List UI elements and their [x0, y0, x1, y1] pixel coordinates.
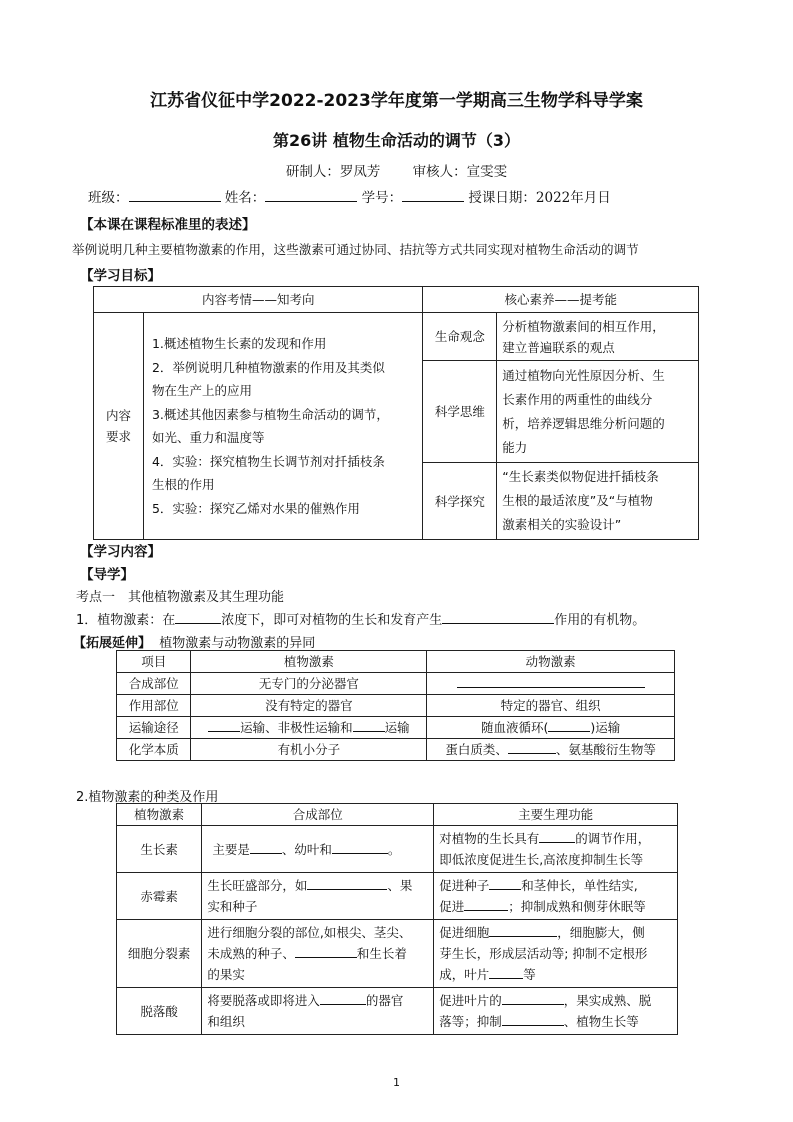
guide-heading: 【导学】	[80, 567, 134, 583]
authors-line	[0, 160, 793, 180]
plant-cell: 有机小分子	[191, 739, 427, 761]
cell-text: 、植物生长等	[563, 1014, 639, 1029]
q1-blank-2[interactable]	[442, 611, 554, 624]
extension-line	[73, 632, 315, 651]
cell-text: 进行细胞分裂的部位,如根尖、茎尖、	[207, 925, 412, 940]
animal-cell	[427, 673, 675, 695]
animal-site-blank[interactable]	[457, 675, 645, 688]
table-row	[117, 695, 675, 717]
cell-text: 实和种子	[207, 899, 258, 914]
table-row	[117, 920, 678, 988]
objectives-heading: 【学习目标】	[80, 268, 161, 284]
section-two-title: 2.植物激素的种类及作用	[76, 790, 219, 805]
objective-item: 物在生产上的应用	[151, 383, 252, 398]
hormone-table	[116, 803, 678, 1035]
cell-text: 和茎伸长，单性结实,	[521, 878, 638, 893]
compare-table	[116, 650, 675, 761]
literacy-line: 长素作用的两重性的曲线分	[502, 391, 653, 407]
name-blank[interactable]	[265, 188, 357, 202]
cell-text: 即低浓度促进生长,高浓度抑制生长等	[439, 852, 644, 867]
literacy-desc	[497, 463, 699, 540]
literacy-line: 生根的最适浓度”及“与植物	[502, 493, 653, 508]
cell-text: 对植物的生长具有	[439, 831, 540, 846]
gibberellin-site	[202, 873, 434, 920]
hormone-header: 合成部位	[202, 804, 434, 826]
literacy-line: “生长素类似物促进扦插枝条	[502, 469, 659, 484]
literacy-line: 建立普遍联系的观点	[502, 339, 615, 355]
table-row	[117, 826, 678, 873]
extension-text: 植物激素与动物激素的异同	[159, 636, 316, 651]
literacy-name: 生命观念	[423, 313, 497, 361]
cell-text: 落等；抑制	[439, 1014, 502, 1029]
cell-text: 促进细胞	[439, 925, 490, 940]
cell-text: 等	[523, 967, 536, 982]
plant-cell	[191, 717, 427, 739]
animal-cell	[427, 717, 675, 739]
cell-text: 和组织	[207, 1014, 245, 1029]
cell-text: 促进	[439, 899, 465, 914]
objective-item: 1.概述植物生长素的发现和作用	[151, 336, 327, 351]
lesson-title: 第26讲 植物生命活动的调节（3）	[273, 131, 520, 150]
standard-text: 举例说明几种主要植物激素的作用，这些激素可通过协同、拮抗等方式共同实现对植物生命活动的调节	[72, 242, 639, 257]
hormone-name: 细胞分裂素	[117, 920, 202, 988]
aba-site	[202, 988, 434, 1035]
cytokinin-site	[202, 920, 434, 988]
point-one: 考点一 其他植物激素及其生理功能	[76, 590, 285, 605]
q1-text: 作用的有机物。	[554, 613, 646, 628]
row-label-line-2: 要求	[105, 429, 131, 444]
objectives-row-label	[94, 313, 144, 540]
row-item: 化学本质	[117, 739, 191, 761]
hormone-header: 植物激素	[117, 804, 202, 826]
objectives-table	[93, 286, 699, 540]
student-info-line	[88, 186, 611, 206]
cell-text: 、氨基酸衍生物等	[555, 742, 656, 757]
literacy-line: 分析植物激素间的相互作用，	[502, 318, 665, 334]
literacy-line: 能力	[502, 439, 528, 455]
literacy-name: 科学探究	[423, 463, 497, 540]
table-row	[117, 988, 678, 1035]
cell-text: ，果实成熟、脱	[563, 993, 652, 1008]
literacy-desc	[497, 361, 699, 463]
cytokinin-site-blank[interactable]	[295, 945, 357, 958]
name-label: 姓名：	[224, 190, 266, 206]
compare-header: 动物激素	[427, 651, 675, 673]
cytokinin-function	[434, 920, 678, 988]
cell-text: 、幼叶和	[281, 841, 332, 857]
table-row	[117, 717, 675, 739]
row-item: 作用部位	[117, 695, 191, 717]
table-row	[117, 873, 678, 920]
cell-text: 促进叶片的	[439, 993, 502, 1008]
cell-text: 的调节作用，	[575, 831, 651, 846]
objective-item: 5．实验：探究乙烯对水果的催熟作用	[151, 500, 360, 516]
objective-item: 生根的作用	[151, 477, 215, 492]
row-item: 运输途径	[117, 717, 191, 739]
cell-text: ，细胞膨大，侧	[557, 925, 645, 940]
document-title: 江苏省仪征中学2022-2023学年度第一学期高三生物学科导学案	[150, 91, 643, 111]
content-heading: 【学习内容】	[80, 544, 161, 560]
cell-text: 促进种子	[439, 878, 490, 893]
auxin-site	[202, 826, 434, 873]
table-row	[117, 739, 675, 761]
literacy-line: 激素相关的实验设计”	[502, 517, 622, 532]
cell-text: 运输、非极性运输和	[240, 720, 353, 735]
cell-text: 。	[387, 841, 401, 857]
compare-header: 植物激素	[191, 651, 427, 673]
circulation-blank[interactable]	[548, 719, 590, 732]
transport-blank-1[interactable]	[208, 719, 240, 732]
objectives-items	[143, 313, 422, 540]
hormone-name: 脱落酸	[117, 988, 202, 1035]
aba-site-blank[interactable]	[320, 992, 366, 1005]
id-label: 学号：	[361, 190, 403, 206]
compare-header: 项目	[117, 651, 191, 673]
aba-func-blank-2[interactable]	[502, 1013, 564, 1026]
cell-text: ；抑制成熟和侧芽休眠等	[508, 899, 646, 914]
auxin-function	[434, 826, 678, 873]
cell-text: 随血液循环(	[480, 720, 549, 735]
author-label: 研制人：罗凤芳	[285, 164, 381, 180]
chemistry-blank[interactable]	[508, 741, 556, 754]
row-label-line-1: 内容	[105, 408, 131, 423]
gibberellin-func-blank-2[interactable]	[464, 898, 508, 911]
class-label: 班级：	[88, 190, 129, 206]
reviewer-label: 审核人：宣雯雯	[412, 164, 508, 180]
hormone-name: 赤霉素	[117, 873, 202, 920]
cytokinin-func-blank-2[interactable]	[489, 966, 523, 979]
q1-text: 1．植物激素：在	[76, 613, 176, 628]
literacy-line: 通过植物向光性原因分析、生	[502, 367, 665, 383]
auxin-func-blank[interactable]	[539, 830, 575, 843]
literacy-name: 科学思维	[423, 361, 497, 463]
page-number: 1	[393, 1076, 400, 1089]
row-item: 合成部位	[117, 673, 191, 695]
objectives-col-right: 核心素养——提考能	[423, 287, 699, 313]
auxin-site-blank-2[interactable]	[332, 841, 388, 854]
q1-text: 浓度下，即可对植物的生长和发育产生	[221, 613, 443, 628]
plant-cell: 无专门的分泌器官	[191, 673, 427, 695]
cell-text: 未成熟的种子、	[207, 946, 295, 961]
hormone-name: 生长素	[117, 826, 202, 873]
objective-item: 如光、重力和温度等	[151, 430, 265, 445]
objective-item: 3.概述其他因素参与植物生命活动的调节，	[151, 406, 389, 422]
gibberellin-func-blank-1[interactable]	[489, 877, 521, 890]
cell-text: 主要是	[212, 841, 250, 857]
transport-blank-2[interactable]	[353, 719, 385, 732]
animal-cell	[427, 739, 675, 761]
objective-item: 4．实验：探究植物生长调节剂对扦插枝条	[151, 453, 385, 469]
cytokinin-func-blank-1[interactable]	[489, 924, 557, 937]
plant-cell: 没有特定的器官	[191, 695, 427, 717]
aba-func-blank-1[interactable]	[502, 992, 564, 1005]
literacy-line: 析，培养逻辑思维分析问题的	[502, 415, 665, 431]
extension-label: 【拓展延伸】	[73, 636, 152, 651]
date-label: 授课日期：2022年月日	[468, 190, 611, 206]
cell-text: 的果实	[207, 967, 245, 982]
cell-text: 成，叶片	[439, 967, 490, 982]
cell-text: 蛋白质类、	[445, 742, 508, 757]
cell-text: 运输	[384, 720, 410, 735]
cell-text: 和生长着	[356, 946, 407, 961]
standard-heading: 【本课在课程标准里的表述】	[80, 217, 256, 233]
class-blank[interactable]	[129, 188, 221, 202]
gibberellin-function	[434, 873, 678, 920]
table-row	[117, 673, 675, 695]
hormone-header: 主要生理功能	[434, 804, 678, 826]
cell-text: 的器官	[365, 993, 404, 1008]
cell-text: )运输	[590, 720, 621, 735]
objectives-col-left: 内容考情——知考向	[94, 287, 423, 313]
question-one	[76, 609, 645, 628]
literacy-desc	[497, 313, 699, 361]
q1-blank-1[interactable]	[175, 611, 221, 624]
cell-text: 芽生长，形成层活动等; 抑制不定根形	[439, 946, 648, 961]
animal-cell: 特定的器官、组织	[427, 695, 675, 717]
cell-text: 生长旺盛部分，如	[207, 878, 308, 893]
aba-function	[434, 988, 678, 1035]
cell-text: 将要脱落或即将进入	[207, 993, 320, 1008]
gibberellin-site-blank[interactable]	[307, 877, 387, 890]
cell-text: 、果	[387, 878, 413, 893]
objective-item: 2．举例说明几种植物激素的作用及其类似	[151, 359, 385, 375]
auxin-site-blank-1[interactable]	[250, 841, 282, 854]
id-blank[interactable]	[402, 188, 464, 202]
